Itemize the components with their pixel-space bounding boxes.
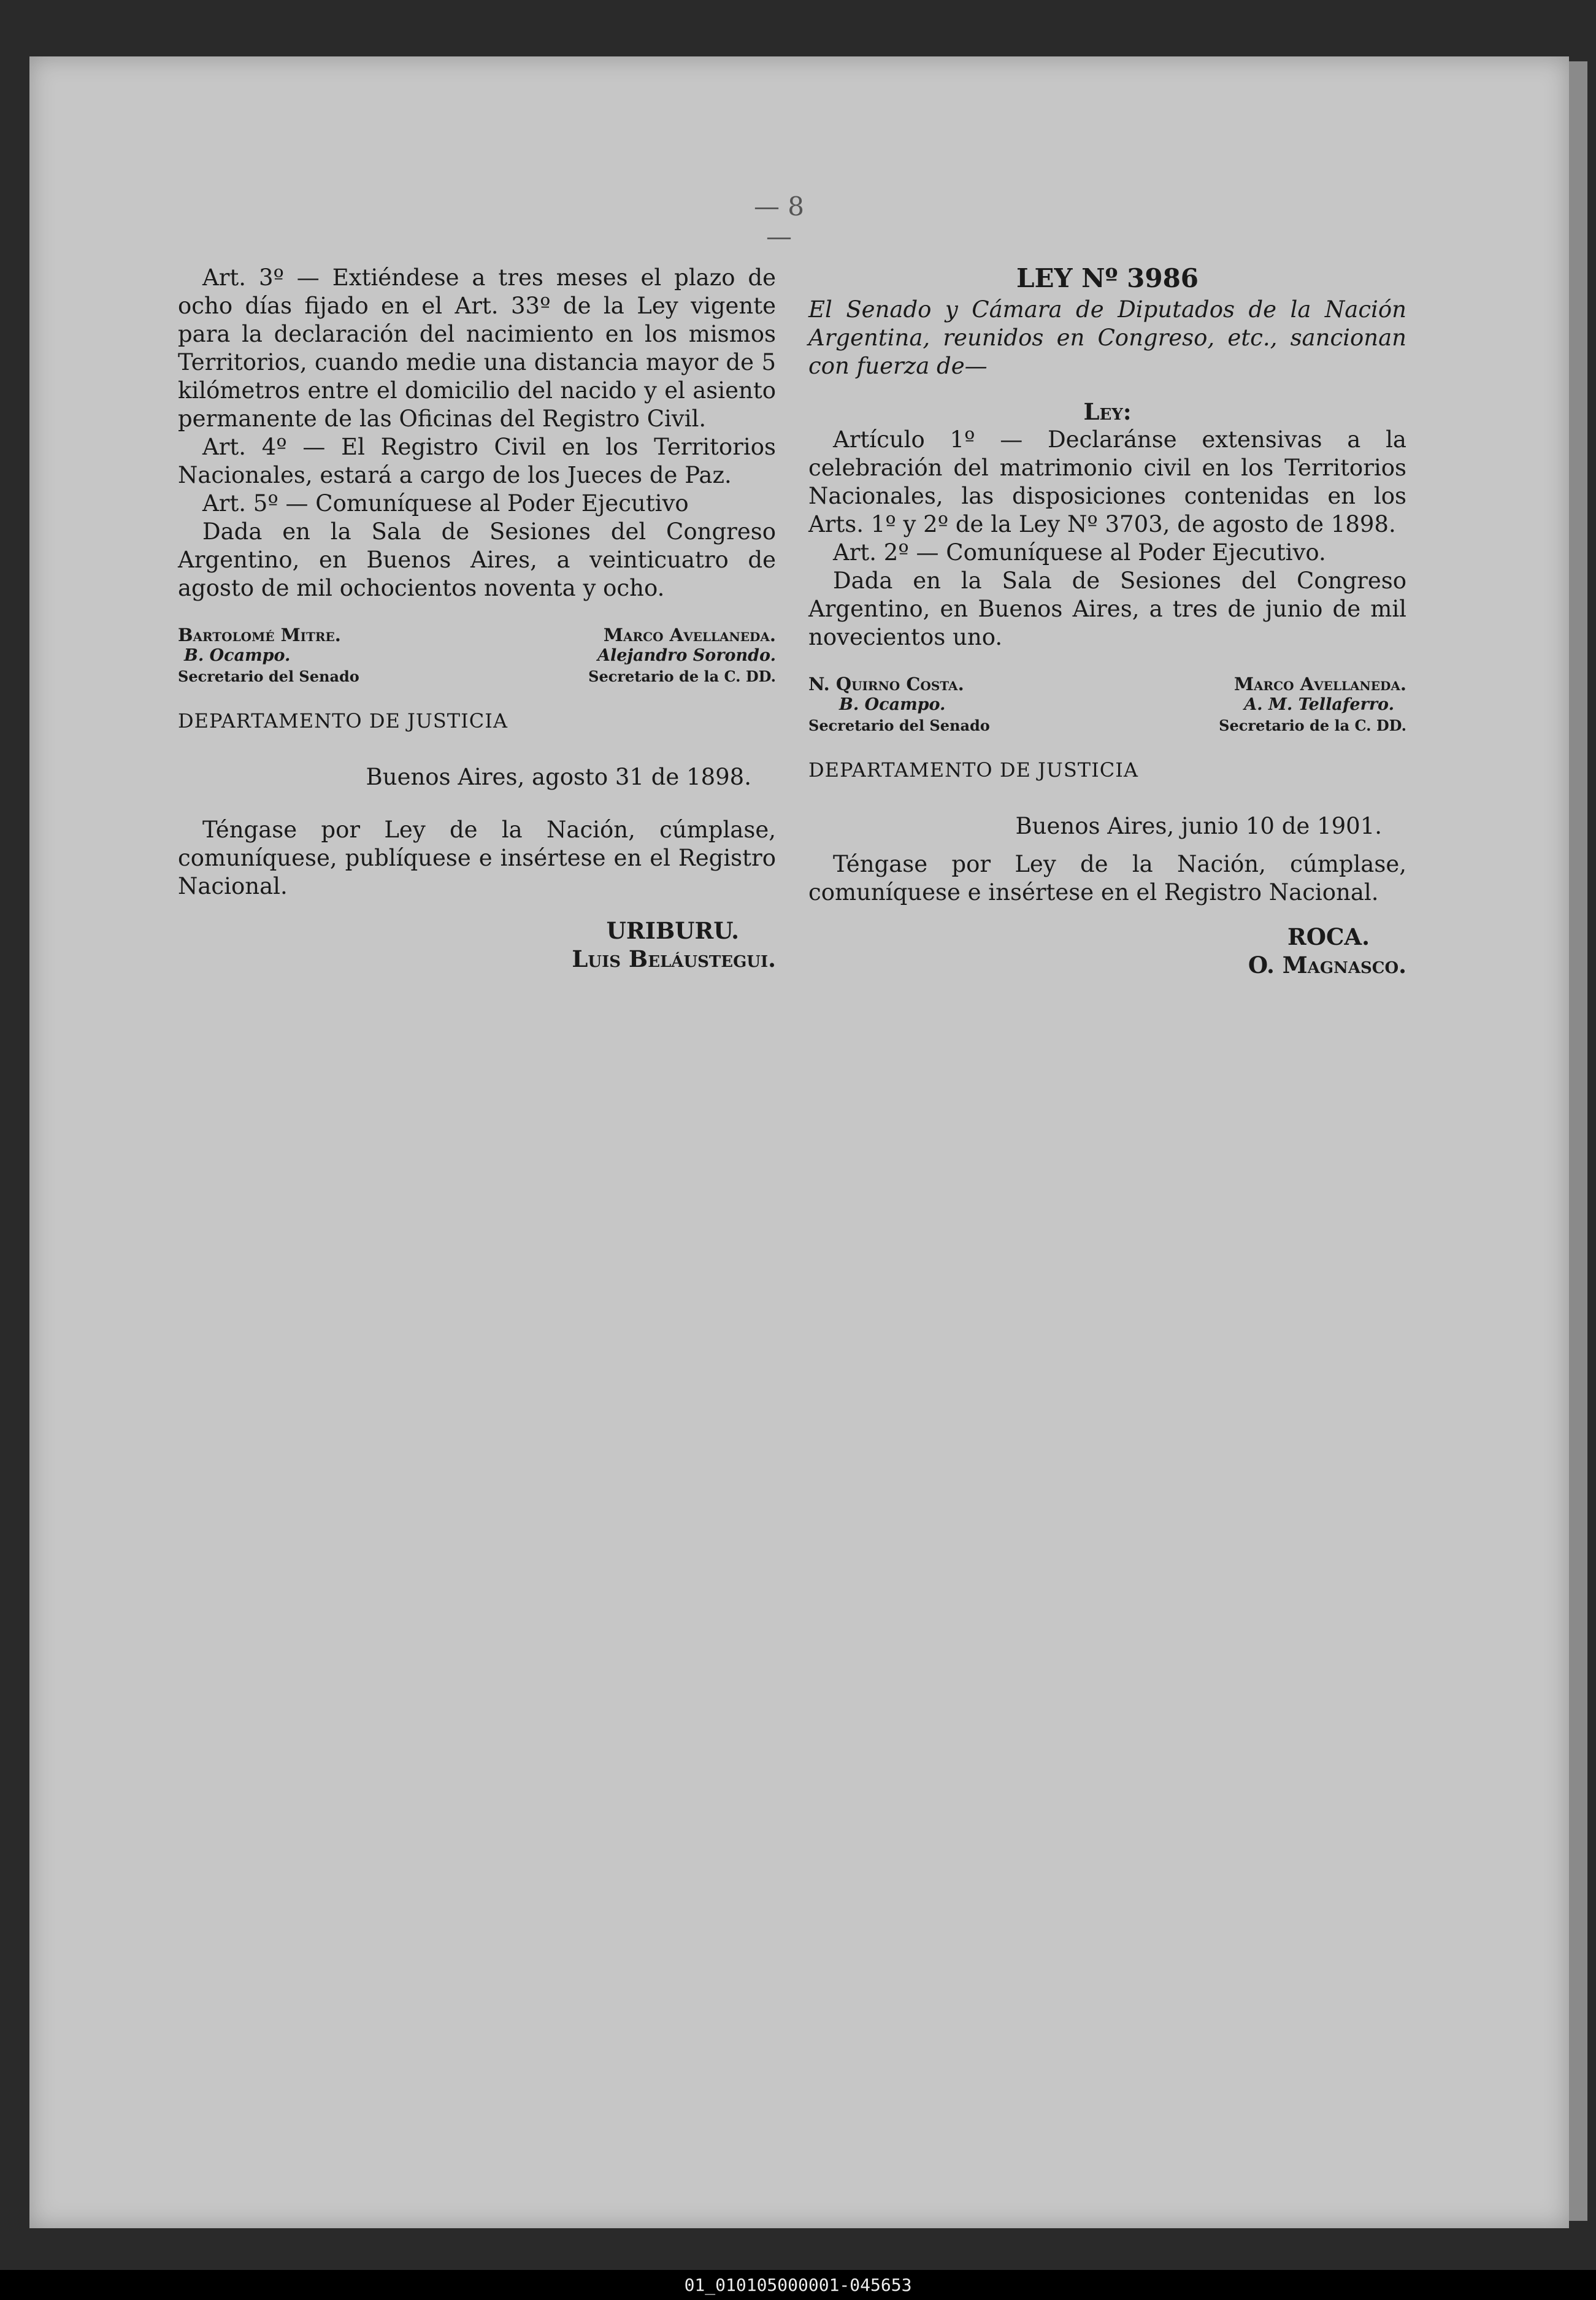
dada-en-sala: Dada en la Sala de Sesiones del Congreso Argentino, en Buenos Aires, a tres de junio de mil novecientos uno. xyxy=(808,567,1406,650)
minister-signature: O. Magnasco. xyxy=(1248,952,1406,979)
department-heading: DEPARTAMENTO DE JUSTICIA xyxy=(178,709,508,733)
secretary-role: Secretario del Senado xyxy=(178,667,359,685)
signatures xyxy=(808,674,1406,747)
president-signature: URIBURU. xyxy=(606,917,739,944)
signature-chamber xyxy=(1219,674,1406,736)
signatory-name: Marco Avellaneda. xyxy=(603,625,776,645)
left-column xyxy=(178,264,776,973)
signatory-name: Bartolomé Mitre. xyxy=(178,625,341,645)
promulgation-signatures xyxy=(808,923,1406,979)
article-3: Art. 3º — Extiéndese a tres meses el plazo de ocho días fijado en el Art. 33º de la Ley vigente para la declaración del nacimiento en los mismos Territorios, cuando medie una distancia mayor de 5 kilómetros entre el domicilio del nacido y el asiento permanente de las Oficinas del Registro Civil. xyxy=(178,264,776,432)
president-signature: ROCA. xyxy=(1287,923,1370,950)
law-preamble: El Senado y Cámara de Diputados de la Nación Argentina, reunidos en Congreso, etc., sancionan con fuerza de— xyxy=(808,296,1406,379)
secretary-role: Secretario de la C. DD. xyxy=(588,667,776,685)
promulgation-date: Buenos Aires, agosto 31 de 1898. xyxy=(366,764,751,790)
signatory-name: N. Quirno Costa. xyxy=(808,674,964,694)
dada-en-sala: Dada en la Sala de Sesiones del Congreso Argentino, en Buenos Aires, a veinticuatro de agosto de mil ochocientos noventa y ocho. xyxy=(178,518,776,601)
secretary-name: A. M. Tellaferro. xyxy=(1244,695,1394,714)
secretary-name: B. Ocampo. xyxy=(839,695,946,714)
secretary-name: Alejandro Sorondo. xyxy=(597,646,776,665)
image-identifier: 01_010105000001-045653 xyxy=(0,2270,1596,2300)
article-5: Art. 5º — Comuníquese al Poder Ejecutivo xyxy=(202,490,689,517)
tengase-text: Téngase por Ley de la Nación, cúmplase, comuníquese e insértese en el Registro Nacional. xyxy=(808,851,1406,906)
ley-heading: Ley: xyxy=(1083,398,1132,425)
secretary-role: Secretario del Senado xyxy=(808,717,990,734)
signature-senate xyxy=(808,674,990,736)
signatory-name: Marco Avellaneda. xyxy=(1233,674,1406,694)
page-edge xyxy=(1569,61,1587,2221)
law-title: LEY Nº 3986 xyxy=(1016,263,1199,293)
tengase-text: Téngase por Ley de la Nación, cúmplase, comuníquese, publíquese e insértese en el Registro Nacional. xyxy=(178,817,776,899)
page-number: — 8 — xyxy=(753,191,805,252)
department-heading: DEPARTAMENTO DE JUSTICIA xyxy=(808,758,1138,782)
promulgation-date: Buenos Aires, junio 10 de 1901. xyxy=(1015,813,1382,839)
minister-signature: Luis Beláustegui. xyxy=(572,945,776,972)
article-2: Art. 2º — Comuníquese al Poder Ejecutivo. xyxy=(833,539,1326,566)
promulgation-signatures xyxy=(178,917,776,973)
signature-chamber xyxy=(588,625,776,687)
article-4: Art. 4º — El Registro Civil en los Territorios Nacionales, estará a cargo de los Jueces de Paz. xyxy=(178,434,776,488)
right-column xyxy=(808,264,1406,979)
secretary-name: B. Ocampo. xyxy=(184,646,291,665)
signatures xyxy=(178,625,776,698)
article-1: Artículo 1º — Declaránse extensivas a la celebración del matrimonio civil en los Territorios Nacionales, las disposiciones contenidas en los Arts. 1º y 2º de la Ley Nº 3703, de agosto de 1898. xyxy=(808,426,1406,537)
signature-senate xyxy=(178,625,359,687)
secretary-role: Secretario de la C. DD. xyxy=(1219,717,1406,734)
